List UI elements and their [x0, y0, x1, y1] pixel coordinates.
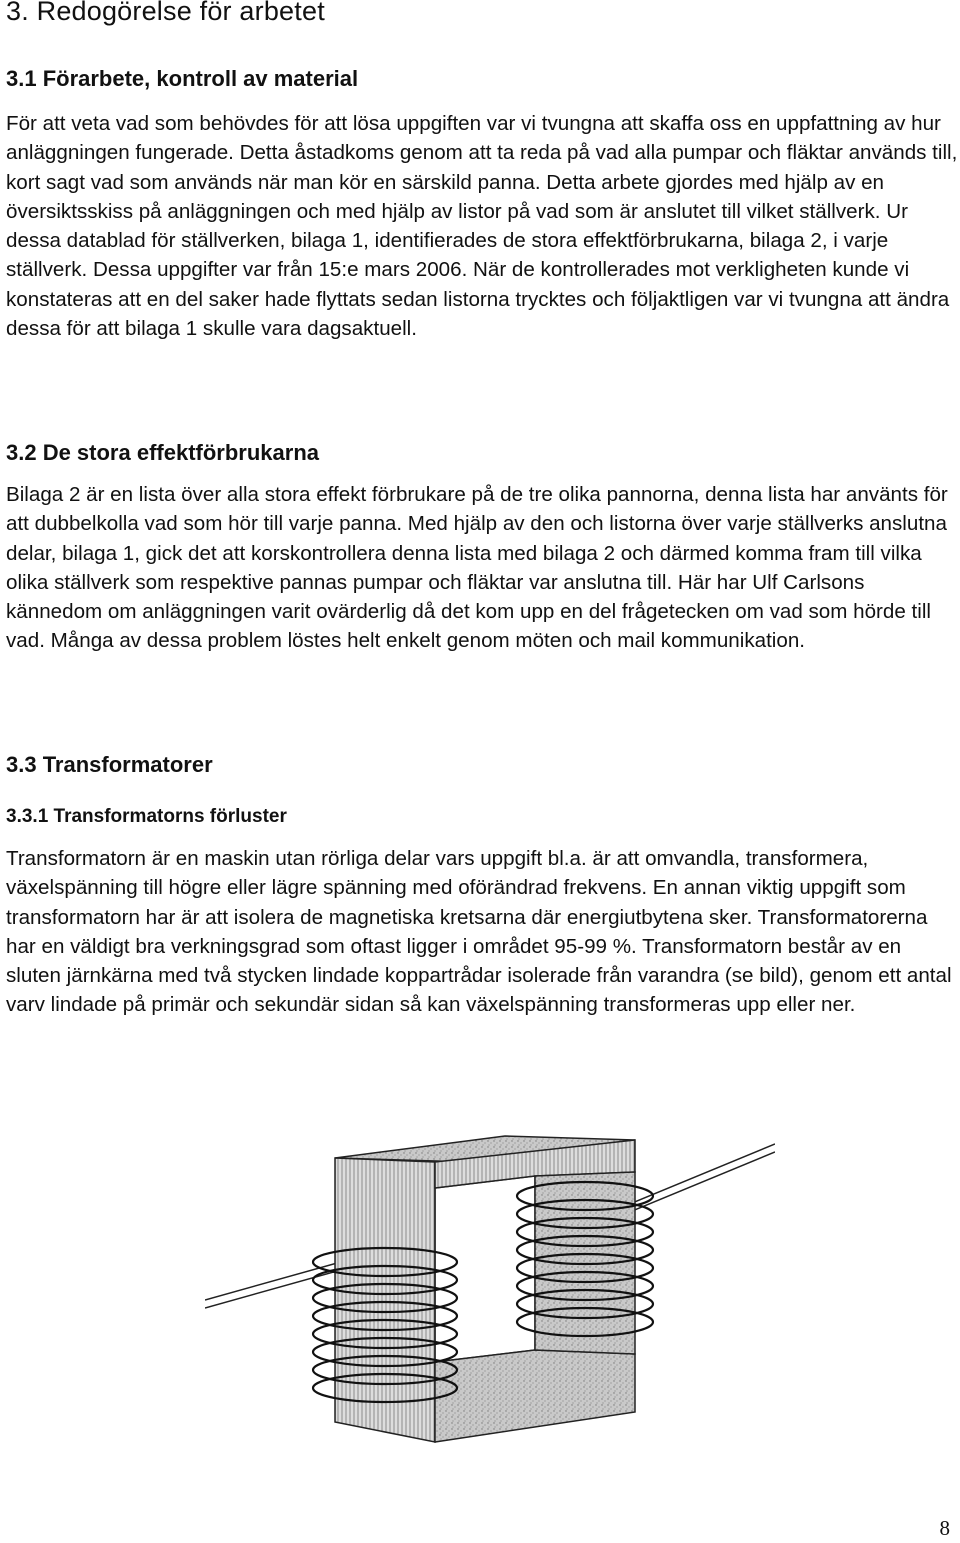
paragraph-3-3-1: Transformatorn är en maskin utan rörliga delar vars uppgift bl.a. är att omvandla, transformera, växelspänning till högre eller lägre spänning med oförändrad frekvens. En annan viktig uppgift som transformatorn har är att isolera de magnetiska kretsarna där energiutbytena sker. Transformatorerna har en väldigt bra verkningsgrad som oftast ligger i området 95-99 %. Transformatorn består av en sluten järnkärna med två stycken lindade koppartrådar isolerade från varandra (se bild), genom ett antal varv lindade på primär och sekundär sidan så kan växelspänning transformeras upp eller ner. — [6, 847, 952, 1017]
transformer-core-with-two-coils-icon — [205, 1122, 775, 1452]
chapter-heading: 3. Redogörelse för arbetet — [6, 0, 325, 26]
subsection-heading-3-3-1: 3.3.1 Transformatorns förluster — [6, 806, 287, 827]
page-number: 8 — [939, 1516, 950, 1540]
section-heading-3-2: 3.2 De stora effektförbrukarna — [6, 440, 319, 465]
section-heading-3-3: 3.3 Transformatorer — [6, 752, 213, 777]
section-heading-3-1: 3.1 Förarbete, kontroll av material — [6, 66, 359, 91]
transformer-illustration — [205, 1122, 775, 1452]
paragraph-3-2: Bilaga 2 är en lista över alla stora effekt förbrukare på de tre olika pannorna, denna lista har använts för att dubbelkolla vad som hör till varje panna. Med hjälp av den och listorna över varje ställverks anslutna delar, bilaga 1, gick det att korskontrollera denna lista med bilaga 2 och därmed komma fram till vilka olika ställverk som respektive pannas pumpar och fläktar var anslutna till. Här har Ulf Carlsons kännedom om anläggningen varit ovärderlig då det kom upp en del frågetecken om vad som hörde till vad. Många av dessa problem löstes helt enkelt genom möten och mail kommunikation. — [6, 483, 948, 653]
paragraph-3-1: För att veta vad som behövdes för att lösa uppgiften var vi tvungna att skaffa oss en uppfattning av hur anläggningen fungerade. Detta åstadkoms genom att ta reda på vad alla pumpar och fläktar används till, kort sagt vad som används när man kör en särskild panna. Detta arbete gjordes med hjälp av en översiktsskiss på anläggningen och med hjälp av listor på vad som är anslutet till vilket ställverk. Ur dessa datablad för ställverken, bilaga 1, identifierades de stora effektförbrukarna, bilaga 2, i varje ställverk. Dessa uppgifter var från 15:e mars 2006. När de kontrollerades mot verkligheten kunde vi konstateras att en del saker hade flyttats sedan listorna trycktes och följaktligen var vi tvungna att ändra dessa för att bilaga 1 skulle vara dagsaktuell. — [6, 112, 958, 341]
